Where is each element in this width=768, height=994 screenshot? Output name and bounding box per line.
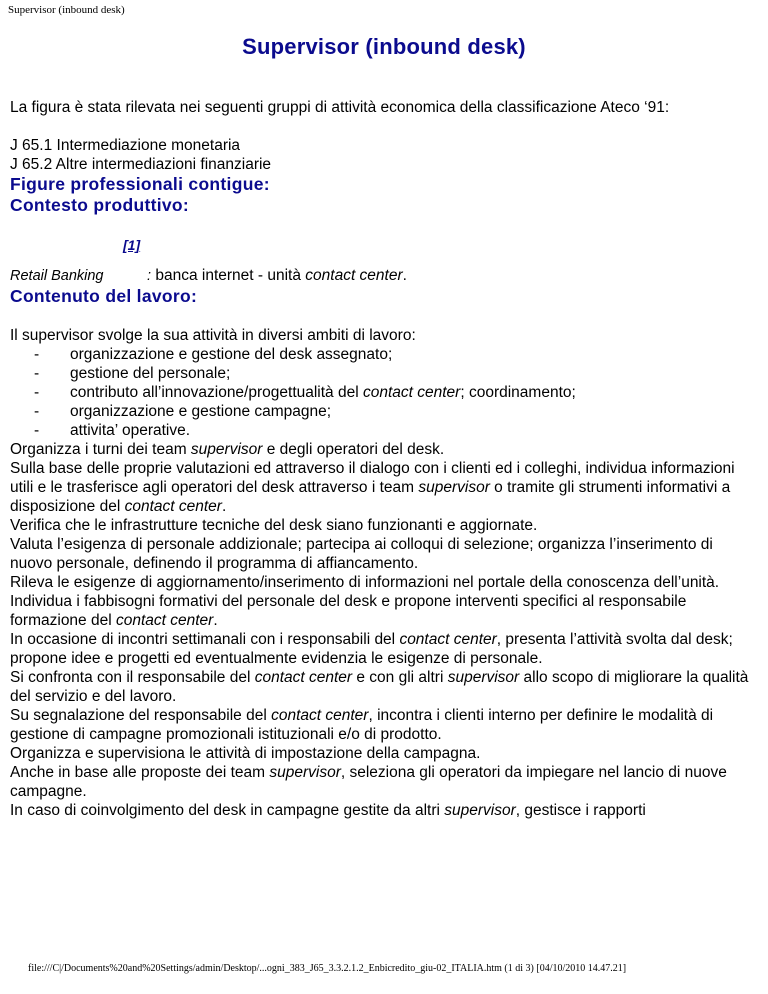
- context-separator: :: [147, 268, 152, 284]
- footnote-link[interactable]: [1]: [123, 237, 141, 253]
- print-header: Supervisor (inbound desk): [8, 4, 125, 16]
- context-label: Retail Banking: [10, 268, 104, 284]
- list-item: - organizzazione e gestione campagne;: [34, 403, 332, 420]
- section-contenuto-lavoro: Contenuto del lavoro:: [10, 286, 198, 306]
- duties-list: [10, 345, 758, 440]
- work-paragraph: Valuta l’esigenza di personale addizionale; partecipa ai colloqui di selezione; organizza l’inserimento di nuovo personale, definendo il programma di affiancamento.: [10, 536, 713, 572]
- work-paragraph: Rileva le esigenze di aggiornamento/inserimento di informazioni nel portale della conoscenza dell’unità.: [10, 574, 720, 591]
- intro-paragraph: La figura è stata rilevata nei seguenti gruppi di attività economica della classificazione Ateco ‘91:: [10, 99, 670, 116]
- work-paragraph: Individua i fabbisogni formativi del personale del desk e propone interventi specifici al responsabile formazione del contact center.: [10, 593, 687, 629]
- work-paragraph: Si confronta con il responsabile del contact center e con gli altri supervisor allo scopo di migliorare la qualità del servizio e del lavoro.: [10, 669, 749, 705]
- list-item: - attivita’ operative.: [34, 422, 191, 439]
- ateco-code: J 65.1 Intermediazione monetaria: [10, 137, 241, 154]
- context-row: [10, 266, 758, 286]
- list-item: - contributo all’innovazione/progettualità del contact center; coordinamento;: [34, 384, 576, 401]
- work-paragraph: Organizza e supervisiona le attività di impostazione della campagna.: [10, 745, 481, 762]
- work-paragraph: In occasione di incontri settimanali con i responsabili del contact center, presenta l’attività svolta dal desk; propone idee e progetti ed eventualmente evidenzia le esigenze di personale.: [10, 631, 733, 667]
- work-paragraph: Su segnalazione del responsabile del contact center, incontra i clienti interno per definire le modalità di gestione di campagne promozionali istituzionali e/o di prodotto.: [10, 707, 714, 743]
- page-title: Supervisor (inbound desk): [242, 34, 526, 59]
- section-figure-contigue: Figure professionali contigue:: [10, 174, 270, 194]
- context-text-italic: contact center: [305, 267, 403, 284]
- print-footer: file:///C|/Documents%20and%20Settings/admin/Desktop/...ogni_383_J65_3.3.2.1.2_Enbicredito_giu-02_ITALIA.htm (1 di 3) [04/10/2010 14.47.21]: [28, 963, 627, 974]
- list-item: - organizzazione e gestione del desk assegnato;: [34, 346, 393, 363]
- section-contesto-produttivo: Contesto produttivo:: [10, 195, 190, 215]
- work-paragraph: Anche in base alle proposte dei team supervisor, seleziona gli operatori da impiegare nel lancio di nuove campagne.: [10, 764, 727, 800]
- footnote-ref: [10, 237, 758, 253]
- ateco-code: J 65.2 Altre intermediazioni finanziarie: [10, 156, 272, 173]
- document-body: [10, 26, 758, 820]
- work-paragraph: In caso di coinvolgimento del desk in campagne gestite da altri supervisor, gestisce i rapporti: [10, 802, 646, 819]
- work-paragraph: Sulla base delle proprie valutazioni ed attraverso il dialogo con i clienti ed i colleghi, individua informazioni utili e le trasferisce agli operatori del desk attraverso i team supervisor o tramite gli strumenti informativi a disposizione del contact center.: [10, 460, 735, 515]
- work-paragraph: Verifica che le infrastrutture tecniche del desk siano funzionanti e aggiornate.: [10, 517, 538, 534]
- work-paragraph: Organizza i turni dei team supervisor e degli operatori del desk.: [10, 441, 445, 458]
- work-lead: Il supervisor svolge la sua attività in diversi ambiti di lavoro:: [10, 327, 416, 344]
- ateco-codes: [10, 136, 758, 174]
- work-content: [10, 326, 758, 820]
- context-text-end: .: [402, 267, 407, 284]
- context-text: banca internet - unità: [151, 267, 306, 284]
- list-item: - gestione del personale;: [34, 365, 231, 382]
